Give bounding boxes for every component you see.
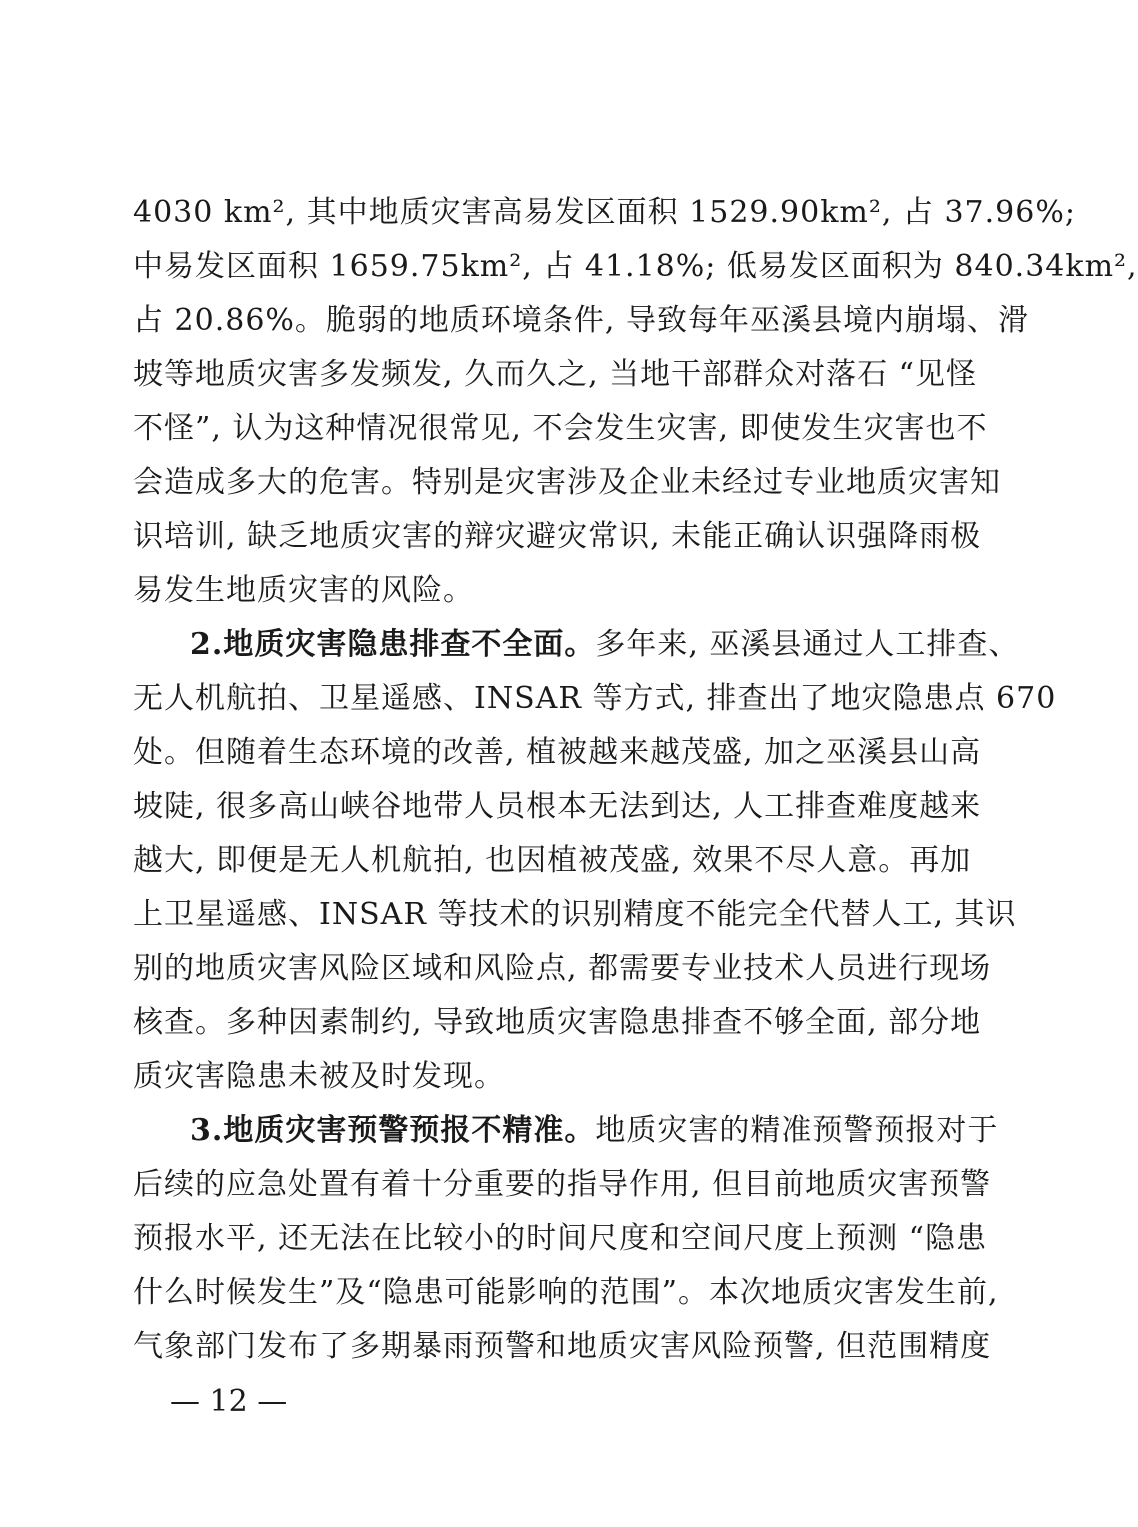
paragraph-line: 越大, 即便是无人机航拍, 也因植被茂盛, 效果不尽人意。再加 [133, 843, 972, 878]
paragraph-line: 坡等地质灾害多发频发, 久而久之, 当地干部群众对落石 “见怪 [133, 357, 978, 392]
paragraph-first-line [190, 618, 1020, 672]
paragraph-text: 多年来, 巫溪县通过人工排查、 [595, 627, 1020, 662]
page-number: — 12 — [170, 1384, 288, 1419]
paragraph-line: 质灾害隐患未被及时发现。 [133, 1059, 505, 1094]
paragraph-line: 预报水平, 还无法在比较小的时间尺度和空间尺度上预测 “隐患 [133, 1221, 987, 1256]
paragraph-line: 上卫星遥感、INSAR 等技术的识别精度不能完全代替人工, 其识 [133, 897, 1017, 932]
paragraph-line: 无人机航拍、卫星遥感、INSAR 等方式, 排查出了地灾隐患点 670 [133, 681, 1057, 716]
paragraph-text: 地质灾害的精准预警预报对于 [595, 1113, 999, 1148]
paragraph-line: 什么时候发生”及“隐患可能影响的范围”。本次地质灾害发生前, [133, 1275, 999, 1310]
paragraph-line: 会造成多大的危害。特别是灾害涉及企业未经过专业地质灾害知 [133, 465, 1001, 500]
paragraph-line: 别的地质灾害风险区域和风险点, 都需要专业技术人员进行现场 [133, 951, 992, 986]
paragraph-line: 处。但随着生态环境的改善, 植被越来越茂盛, 加之巫溪县山高 [133, 735, 982, 770]
paragraph-line: 气象部门发布了多期暴雨预警和地质灾害风险预警, 但范围精度 [133, 1329, 992, 1364]
paragraph-line: 核查。多种因素制约, 导致地质灾害隐患排查不够全面, 部分地 [133, 1005, 982, 1040]
paragraph-line: 占 20.86%。脆弱的地质环境条件, 导致每年巫溪县境内崩塌、滑 [133, 303, 1029, 338]
section-heading: 2.地质灾害隐患排查不全面。 [190, 627, 596, 662]
paragraph-line: 4030 km², 其中地质灾害高易发区面积 1529.90km², 占 37.96%; [133, 195, 1076, 230]
paragraph-line: 识培训, 缺乏地质灾害的辩灾避灾常识, 未能正确认识强降雨极 [133, 519, 982, 554]
paragraph-line: 坡陡, 很多高山峡谷地带人员根本无法到达, 人工排查难度越来 [133, 789, 982, 824]
paragraph-line: 不怪”, 认为这种情况很常见, 不会发生灾害, 即使发生灾害也不 [133, 411, 988, 446]
paragraph-line: 易发生地质灾害的风险。 [133, 573, 474, 608]
paragraph-first-line [190, 1104, 999, 1158]
section-heading: 3.地质灾害预警预报不精准。 [190, 1113, 596, 1148]
paragraph-line: 中易发区面积 1659.75km², 占 41.18%; 低易发区面积为 840.34km², [133, 249, 1138, 284]
paragraph-line: 后续的应急处置有着十分重要的指导作用, 但目前地质灾害预警 [133, 1167, 992, 1202]
